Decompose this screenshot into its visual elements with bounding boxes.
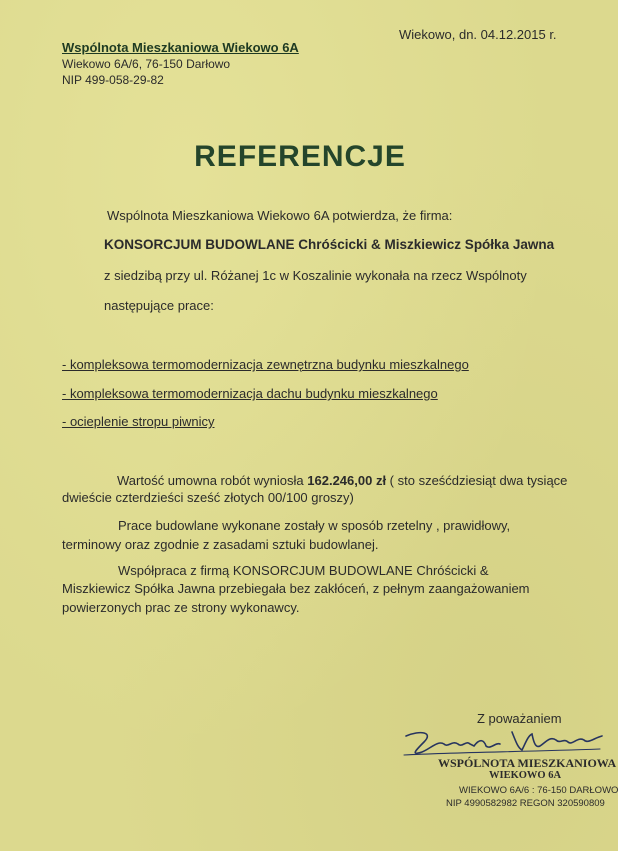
cooperation-line: powierzonych prac ze strony wykonawcy. [62,600,300,615]
value-suffix: ( sto sześćdziesiąt dwa tysiące [386,473,568,488]
contract-amount: 162.246,00 zł [307,473,387,488]
sender-address: Wiekowo 6A/6, 76-150 Darłowo [62,57,231,71]
stamp-city: WIEKOWO 6A [489,770,562,781]
stamp-nip: NIP 4990582982 REGON 320590809 [446,798,605,809]
intro-line: następujące prace: [104,298,214,313]
sender-name: Wspólnota Mieszkaniowa Wiekowo 6A [62,40,299,55]
stamp-address: WIEKOWO 6A/6 : 76-150 DARŁOWO [459,785,618,796]
cooperation-line: Miszkiewicz Spółka Jawna przebiegała bez zakłóceń, z pełnym zaangażowaniem [62,581,530,596]
handwritten-signature [400,722,605,760]
work-item: - ocieplenie stropu piwnicy [62,414,215,429]
quality-line: terminowy oraz zgodnie z zasadami sztuki budowlanej. [62,537,379,552]
letter-date: Wiekowo, dn. 04.12.2015 r. [399,27,557,42]
cooperation-line: Współpraca z firmą KONSORCJUM BUDOWLANE Chróścicki & [118,563,489,578]
company-name: KONSORCJUM BUDOWLANE Chróścicki & Miszkiewicz Spółka Jawna [104,237,555,252]
quality-line: Prace budowlane wykonane zostały w sposób rzetelny , prawidłowy, [118,518,511,533]
work-item: - kompleksowa termomodernizacja zewnętrzna budynku mieszkalnego [62,357,469,372]
contract-value-line [117,473,567,488]
work-item: - kompleksowa termomodernizacja dachu budynku mieszkalnego [62,386,438,401]
stamp-name: WSPÓLNOTA MIESZKANIOWA [438,756,617,770]
intro-line: z siedzibą przy ul. Różanej 1c w Koszalinie wykonała na rzecz Wspólnoty [104,268,527,283]
value-prefix: Wartość umowna robót wyniosła [117,473,308,488]
closing-regards: Z poważaniem [477,711,562,726]
intro-line: Wspólnota Mieszkaniowa Wiekowo 6A potwierdza, że firma: [107,208,453,223]
contract-value-words: dwieście czterdzieści sześć złotych 00/100 groszy) [62,490,354,505]
sender-nip: NIP 499-058-29-82 [62,73,164,87]
document-title: REFERENCJE [194,140,406,173]
